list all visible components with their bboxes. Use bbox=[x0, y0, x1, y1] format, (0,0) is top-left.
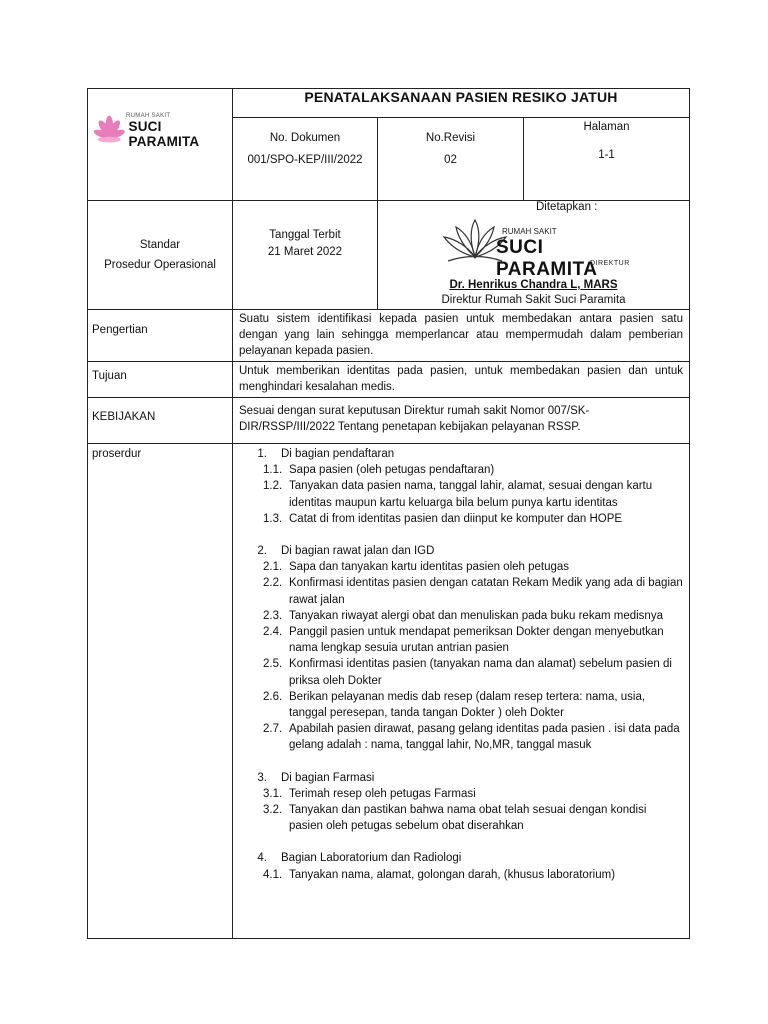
prosedur-step bbox=[263, 689, 683, 721]
prosedur-list bbox=[237, 446, 683, 883]
step-text: Sapa pasien (oleh petugas pendaftaran) bbox=[289, 464, 495, 477]
prosedur-step bbox=[263, 608, 683, 624]
section-title: Di bagian Farmasi bbox=[281, 771, 375, 784]
director-stamp bbox=[440, 217, 630, 280]
sop-document bbox=[87, 88, 689, 939]
standar-cell bbox=[88, 201, 233, 310]
section-title: Di bagian pendaftaran bbox=[281, 448, 395, 460]
prosedur-section bbox=[237, 446, 683, 462]
prosedur-section bbox=[237, 543, 683, 559]
pengertian-label: Pengertian bbox=[88, 310, 233, 362]
pengertian-text: Suatu sistem identifikasi kepada pasien untuk membedakan antara pasien satu dengan yang lain sehingga memperlancar atau mempermudah dalam pemberian pelayanan kepada pasien. bbox=[233, 310, 690, 362]
kebijakan-text: Sesuai dengan surat keputusan Direktur rumah sakit Nomor 007/SK-DIR/RSSP/III/2022 Tentang penetapan kebijakan pelayanan RSSP. bbox=[233, 398, 690, 444]
no-dokumen-value: 001/SPO-KEP/III/2022 bbox=[247, 154, 363, 166]
section-number: 2. bbox=[257, 545, 267, 558]
prosedur-step bbox=[263, 462, 683, 478]
kebijakan-label: KEBIJAKAN bbox=[88, 398, 233, 444]
step-text: Terimah resep oleh petugas Farmasi bbox=[289, 787, 476, 800]
step-text: Catat di from identitas pasien dan diinput ke komputer dan HOPE bbox=[289, 512, 623, 525]
step-number: 3.1. bbox=[263, 787, 283, 800]
prosedur-content bbox=[233, 444, 690, 939]
section-title: Di bagian rawat jalan dan IGD bbox=[281, 545, 435, 558]
step-number: 2.6. bbox=[263, 690, 283, 703]
director-title: Direktur Rumah Sakit Suci Paramita bbox=[441, 294, 626, 306]
prosedur-step bbox=[263, 511, 683, 527]
step-number: 1.1. bbox=[263, 464, 283, 477]
section-number: 4. bbox=[257, 852, 267, 865]
halaman-value: 1-1 bbox=[598, 149, 615, 161]
step-text: Tanyakan riwayat alergi obat dan menuliskan pada buku rekam medisnya bbox=[289, 609, 663, 622]
section-gap bbox=[237, 527, 683, 543]
step-text: Panggil pasien untuk mendapat pemeriksan Dokter dengan menyebutkan nama lengkap sesuia urutan antrian pasien bbox=[289, 626, 664, 655]
step-number: 1.2. bbox=[263, 480, 283, 493]
step-number: 3.2. bbox=[263, 804, 283, 817]
prosedur-section bbox=[237, 850, 683, 866]
step-number: 2.7. bbox=[263, 723, 283, 736]
tujuan-text: Untuk memberikan identitas pada pasien, untuk membedakan pasien dan untuk menghindari kesalahan medis. bbox=[233, 362, 690, 398]
halaman-label: Halaman bbox=[583, 121, 630, 133]
step-number: 2.4. bbox=[263, 626, 283, 639]
step-text: Konfirmasi identitas pasien (tanyakan nama dan alamat) sebelum pasien di priksa oleh Dokter bbox=[289, 658, 672, 687]
tanggal-terbit-value: 21 Maret 2022 bbox=[267, 246, 343, 258]
prosedur-label: proserdur bbox=[88, 444, 233, 939]
prosedur-step bbox=[263, 721, 683, 753]
prosedur-step bbox=[263, 867, 683, 883]
section-gap bbox=[237, 834, 683, 850]
logo-name: SUCI PARAMITA bbox=[128, 119, 200, 149]
prosedur-step bbox=[263, 802, 683, 834]
tanggal-terbit-cell bbox=[233, 201, 378, 310]
prosedur-step bbox=[263, 575, 683, 607]
step-text: Konfirmasi identitas pasien dengan catatan Rekam Medik yang ada di bagian rawat jalan bbox=[289, 577, 683, 606]
step-number: 2.3. bbox=[263, 609, 283, 622]
tanggal-terbit-label: Tanggal Terbit bbox=[269, 229, 341, 241]
step-text: Berikan pelayanan medis dab resep (dalam resep tertera: nama, usia, tanggal peresepan, tanda tangan Dokter ) oleh Dokter bbox=[289, 690, 646, 720]
standar-line2: Prosedur Operasional bbox=[104, 259, 216, 271]
lotus-flower-icon bbox=[92, 113, 127, 149]
step-number: 1.3. bbox=[263, 512, 283, 525]
stamp-small-text: RUMAH SAKIT bbox=[502, 227, 557, 236]
step-number: 2.2. bbox=[263, 577, 283, 590]
section-title: Bagian Laboratorium dan Radiologi bbox=[281, 852, 462, 865]
section-number: 1. bbox=[257, 448, 267, 460]
step-number: 4.1. bbox=[263, 868, 283, 881]
ditetapkan-label: Ditetapkan : bbox=[536, 201, 598, 213]
section-number: 3. bbox=[257, 771, 267, 784]
no-revisi-label: No.Revisi bbox=[425, 132, 476, 144]
director-name: Dr. Henrikus Chandra L, MARS bbox=[449, 279, 618, 291]
halaman-cell bbox=[524, 118, 690, 201]
step-text: Tanyakan nama, alamat, golongan darah, (khusus laboratorium) bbox=[289, 868, 616, 881]
prosedur-step bbox=[263, 559, 683, 575]
stamp-name: SUCI PARAMITA bbox=[496, 237, 598, 280]
step-text: Sapa dan tanyakan kartu identitas pasien oleh petugas bbox=[289, 561, 570, 574]
section-gap bbox=[237, 754, 683, 770]
tujuan-label: Tujuan bbox=[88, 362, 233, 398]
no-revisi-value: 02 bbox=[444, 154, 457, 166]
hospital-logo bbox=[92, 113, 232, 149]
step-number: 2.1. bbox=[263, 561, 283, 574]
logo-small-text: RUMAH SAKIT bbox=[126, 113, 171, 119]
standar-line1: Standar bbox=[139, 239, 181, 251]
step-text: Apabilah pasien dirawat, pasang gelang identitas pada pasien . isi data pada gelang adalah : nama, tanggal lahir, No,MR, tanggal masuk bbox=[289, 723, 680, 752]
prosedur-step bbox=[263, 624, 683, 656]
step-text: Tanyakan dan pastikan bahwa nama obat telah sesuai dengan kondisi pasien oleh petugas sebelum obat diserahkan bbox=[289, 804, 647, 833]
prosedur-step bbox=[263, 478, 683, 510]
no-revisi-cell bbox=[378, 118, 524, 201]
no-dokumen-cell bbox=[233, 118, 378, 201]
prosedur-step bbox=[263, 786, 683, 802]
no-dokumen-label: No. Dokumen bbox=[269, 132, 341, 144]
document-title: PENATALAKSANAAN PASIEN RESIKO JATUH bbox=[233, 89, 690, 118]
step-number: 2.5. bbox=[263, 658, 283, 671]
ditetapkan-cell bbox=[378, 201, 690, 310]
prosedur-step bbox=[263, 656, 683, 688]
step-text: Tanyakan data pasien nama, tanggal lahir, alamat, sesuai dengan kartu identitas maupun kartu keluarga bila belum punya kartu identitas bbox=[289, 480, 653, 509]
prosedur-section bbox=[237, 770, 683, 786]
sop-table bbox=[87, 88, 690, 939]
logo-cell bbox=[88, 89, 233, 201]
stamp-direktur: DIREKTUR bbox=[590, 260, 630, 267]
